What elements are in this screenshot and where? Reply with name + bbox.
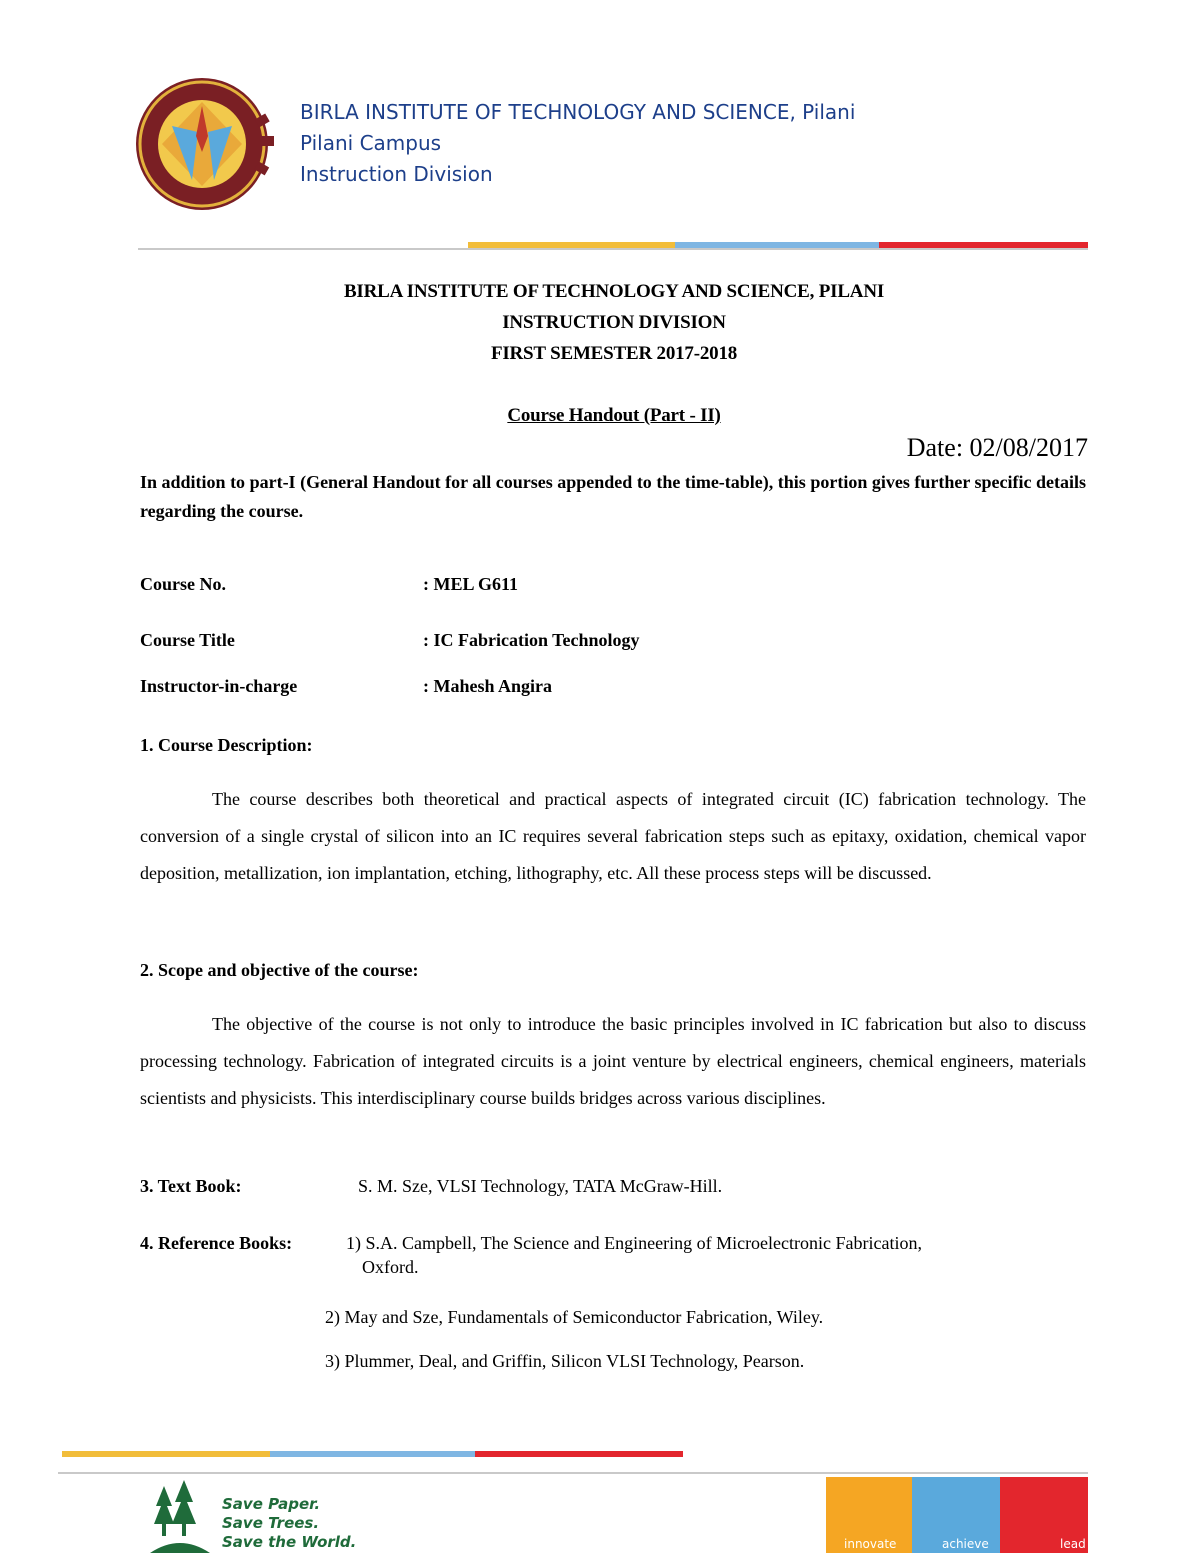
save-trees-text: Save Trees. — [222, 1514, 320, 1532]
textbook-text: S. M. Sze, VLSI Technology, TATA McGraw-Hill. — [358, 1176, 723, 1196]
document-title-line2: INSTRUCTION DIVISION — [502, 312, 726, 333]
campus-name: Pilani Campus — [300, 131, 442, 155]
scope-heading: 2. Scope and objective of the course: — [140, 960, 419, 980]
reference-item-1-cont: Oxford. — [362, 1257, 419, 1277]
motto-lead-panel — [1000, 1477, 1088, 1553]
reference-heading: 4. Reference Books: — [140, 1233, 293, 1253]
reference-item-3: 3) Plummer, Deal, and Griffin, Silicon VLSI Technology, Pearson. — [325, 1351, 805, 1371]
intro-paragraph: In addition to part-I (General Handout for all courses appended to the time-table), this portion gives further specific details regarding the course. — [140, 472, 1086, 521]
footer-accent-yellow — [62, 1451, 270, 1457]
course-title-label: Course Title — [140, 630, 235, 650]
save-world-text: Save the World. — [222, 1533, 357, 1551]
division-name: Instruction Division — [300, 162, 493, 186]
handout-date: Date: 02/08/2017 — [906, 433, 1088, 462]
instructor-label: Instructor-in-charge — [140, 676, 298, 696]
header-divider — [138, 248, 1088, 250]
document-title-line1: BIRLA INSTITUTE OF TECHNOLOGY AND SCIENCE, PILANI — [343, 281, 885, 302]
course-title-value: : IC Fabrication Technology — [423, 630, 640, 650]
motto-lead: lead — [1060, 1537, 1086, 1551]
motto-innovate-panel — [826, 1477, 912, 1553]
scope-text: The objective of the course is not only to introduce the basic principles involved in IC fabrication but also to discuss processing technology. Fabrication of integrated circuits is a joint venture by electrical engineers, chemical engineers, materials scientists and physicists. This interdisciplinary course builds bridges across various disciplines. — [140, 1014, 1086, 1108]
institute-name: BIRLA INSTITUTE OF TECHNOLOGY AND SCIENCE, Pilani — [300, 100, 856, 124]
course-description-heading: 1. Course Description: — [140, 735, 313, 755]
footer-accent-red — [475, 1451, 683, 1457]
tree-icon — [150, 1478, 210, 1553]
motto-achieve: achieve — [942, 1537, 989, 1551]
motto-innovate: innovate — [844, 1537, 897, 1551]
header-accent-blue — [675, 242, 879, 248]
header-accent-red — [879, 242, 1088, 248]
footer-divider — [58, 1472, 1088, 1474]
instructor-value: : Mahesh Angira — [423, 676, 553, 696]
save-paper-text: Save Paper. — [222, 1495, 321, 1513]
reference-item-1: 1) S.A. Campbell, The Science and Engineering of Microelectronic Fabrication, — [346, 1233, 922, 1253]
motto-achieve-panel — [912, 1477, 1000, 1553]
handout-title: Course Handout (Part - II) — [507, 405, 721, 426]
bits-pilani-logo — [132, 76, 282, 212]
reference-item-2: 2) May and Sze, Fundamentals of Semiconductor Fabrication, Wiley. — [325, 1307, 824, 1327]
document-title-line3: FIRST SEMESTER 2017-2018 — [490, 343, 738, 364]
header-accent-yellow — [468, 242, 675, 248]
course-description-text: The course describes both theoretical and practical aspects of integrated circuit (IC) fabrication technology. The conversion of a single crystal of silicon into an IC requires several fabrication steps such as epitaxy, oxidation, chemical vapor deposition, metallization, ion implantation, etching, lithography, etc. All these process steps will be discussed. — [140, 789, 1086, 883]
course-no-value: : MEL G611 — [423, 574, 519, 594]
footer-accent-blue — [270, 1451, 475, 1457]
textbook-heading: 3. Text Book: — [140, 1176, 242, 1196]
course-no-label: Course No. — [140, 574, 226, 594]
